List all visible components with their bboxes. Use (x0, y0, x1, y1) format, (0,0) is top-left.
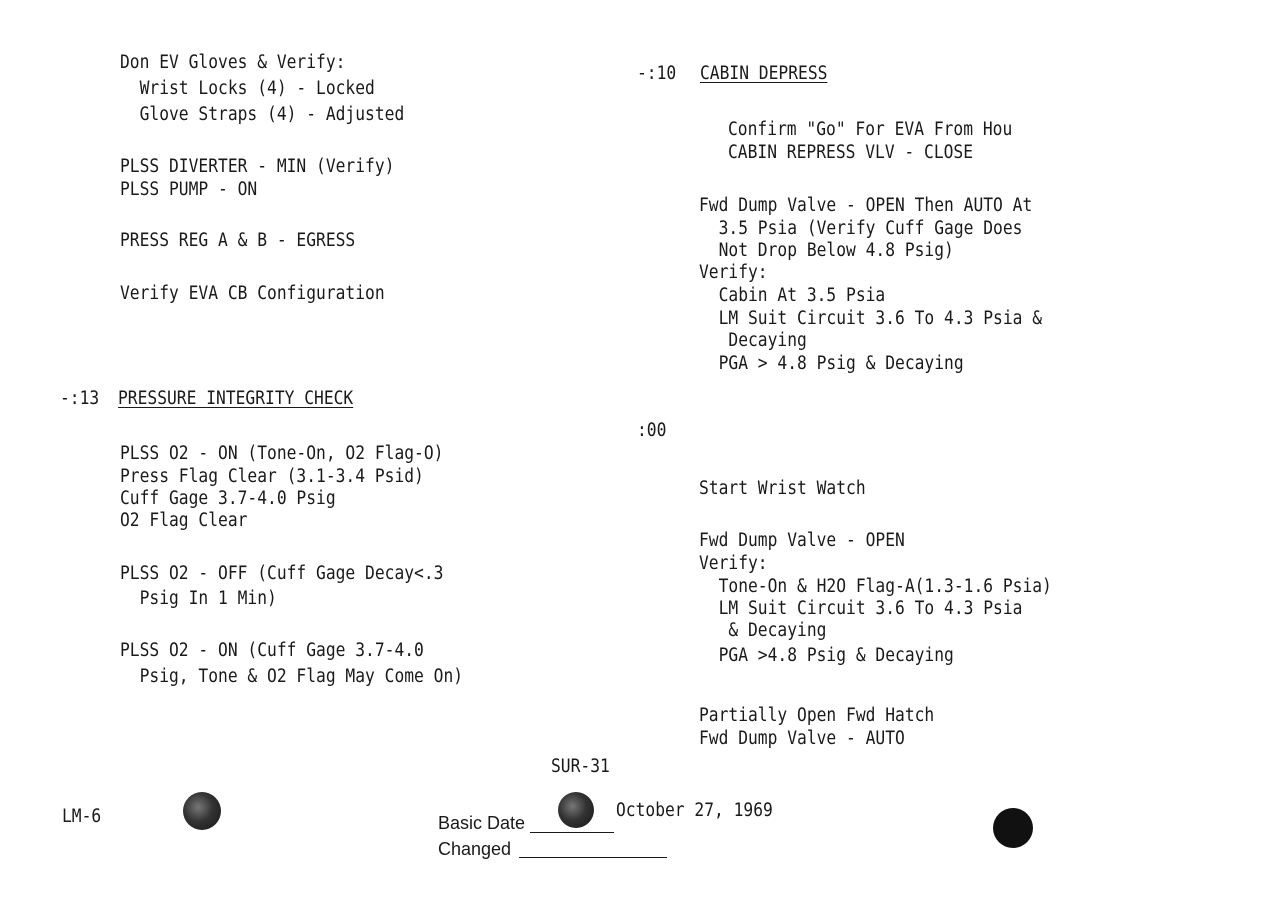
left-line-12: PLSS O2 - OFF (Cuff Gage Decay<.3 (120, 563, 444, 584)
left-line-10: Cuff Gage 3.7-4.0 Psig (120, 488, 336, 509)
left-line-14: PLSS O2 - ON (Cuff Gage 3.7-4.0 (120, 640, 424, 661)
right-line-5: Not Drop Below 4.8 Psig) (699, 240, 954, 261)
page-id: SUR-31 (551, 756, 610, 777)
step-title-cabin-depress: CABIN DEPRESS (700, 63, 828, 84)
right-line-14: Tone-On & H2O Flag-A(1.3-1.6 Psia) (699, 576, 1052, 597)
right-line-8: LM Suit Circuit 3.6 To 4.3 Psia & (699, 308, 1043, 329)
right-line-13: Verify: (699, 553, 768, 574)
right-line-18: Partially Open Fwd Hatch (699, 705, 935, 726)
right-line-4: 3.5 Psia (Verify Cuff Gage Does (699, 218, 1023, 239)
right-line-7: Cabin At 3.5 Psia (699, 285, 886, 306)
right-line-12: Fwd Dump Valve - OPEN (699, 530, 905, 551)
basic-date-rule (530, 832, 614, 833)
basic-date-label: Basic Date (438, 813, 526, 833)
left-line-6: PRESS REG A & B - EGRESS (120, 230, 356, 251)
left-line-7: Verify EVA CB Configuration (120, 283, 385, 304)
left-line-13: Psig In 1 Min) (120, 588, 277, 609)
changed-label: Changed (438, 839, 512, 859)
right-line-16: & Decaying (699, 620, 827, 641)
basic-date-value: October 27, 1969 (616, 800, 773, 821)
mission-id: LM-6 (62, 806, 102, 827)
step-time-00: :00 (637, 420, 667, 441)
left-line-3: Glove Straps (4) - Adjusted (120, 104, 405, 125)
left-line-1: Don EV Gloves & Verify: (120, 52, 346, 73)
right-line-9: Decaying (699, 330, 807, 351)
right-line-15: LM Suit Circuit 3.6 To 4.3 Psia (699, 598, 1023, 619)
right-line-1: Confirm "Go" For EVA From Hou (728, 119, 1013, 140)
step-time-13: -:13 (60, 388, 100, 409)
step-time-10: -:10 (637, 63, 677, 84)
binder-hole-left (183, 792, 221, 830)
right-line-10: PGA > 4.8 Psig & Decaying (699, 353, 964, 374)
left-line-8: PLSS O2 - ON (Tone-On, O2 Flag-O) (120, 443, 444, 464)
left-line-9: Press Flag Clear (3.1-3.4 Psid) (120, 466, 424, 487)
right-line-6: Verify: (699, 262, 768, 283)
binder-hole-right (993, 808, 1033, 848)
right-line-17: PGA >4.8 Psig & Decaying (699, 645, 954, 666)
left-line-15: Psig, Tone & O2 Flag May Come On) (120, 666, 464, 687)
binder-hole-center (558, 792, 594, 828)
left-line-5: PLSS PUMP - ON (120, 179, 258, 200)
right-line-19: Fwd Dump Valve - AUTO (699, 728, 905, 749)
right-line-3: Fwd Dump Valve - OPEN Then AUTO At (699, 195, 1033, 216)
left-line-4: PLSS DIVERTER - MIN (Verify) (120, 156, 395, 177)
left-line-11: O2 Flag Clear (120, 510, 248, 531)
right-line-11: Start Wrist Watch (699, 478, 866, 499)
changed-rule (519, 857, 667, 858)
left-line-2: Wrist Locks (4) - Locked (120, 78, 375, 99)
right-line-2: CABIN REPRESS VLV - CLOSE (728, 142, 974, 163)
step-title-pressure-integrity: PRESSURE INTEGRITY CHECK (118, 388, 354, 409)
